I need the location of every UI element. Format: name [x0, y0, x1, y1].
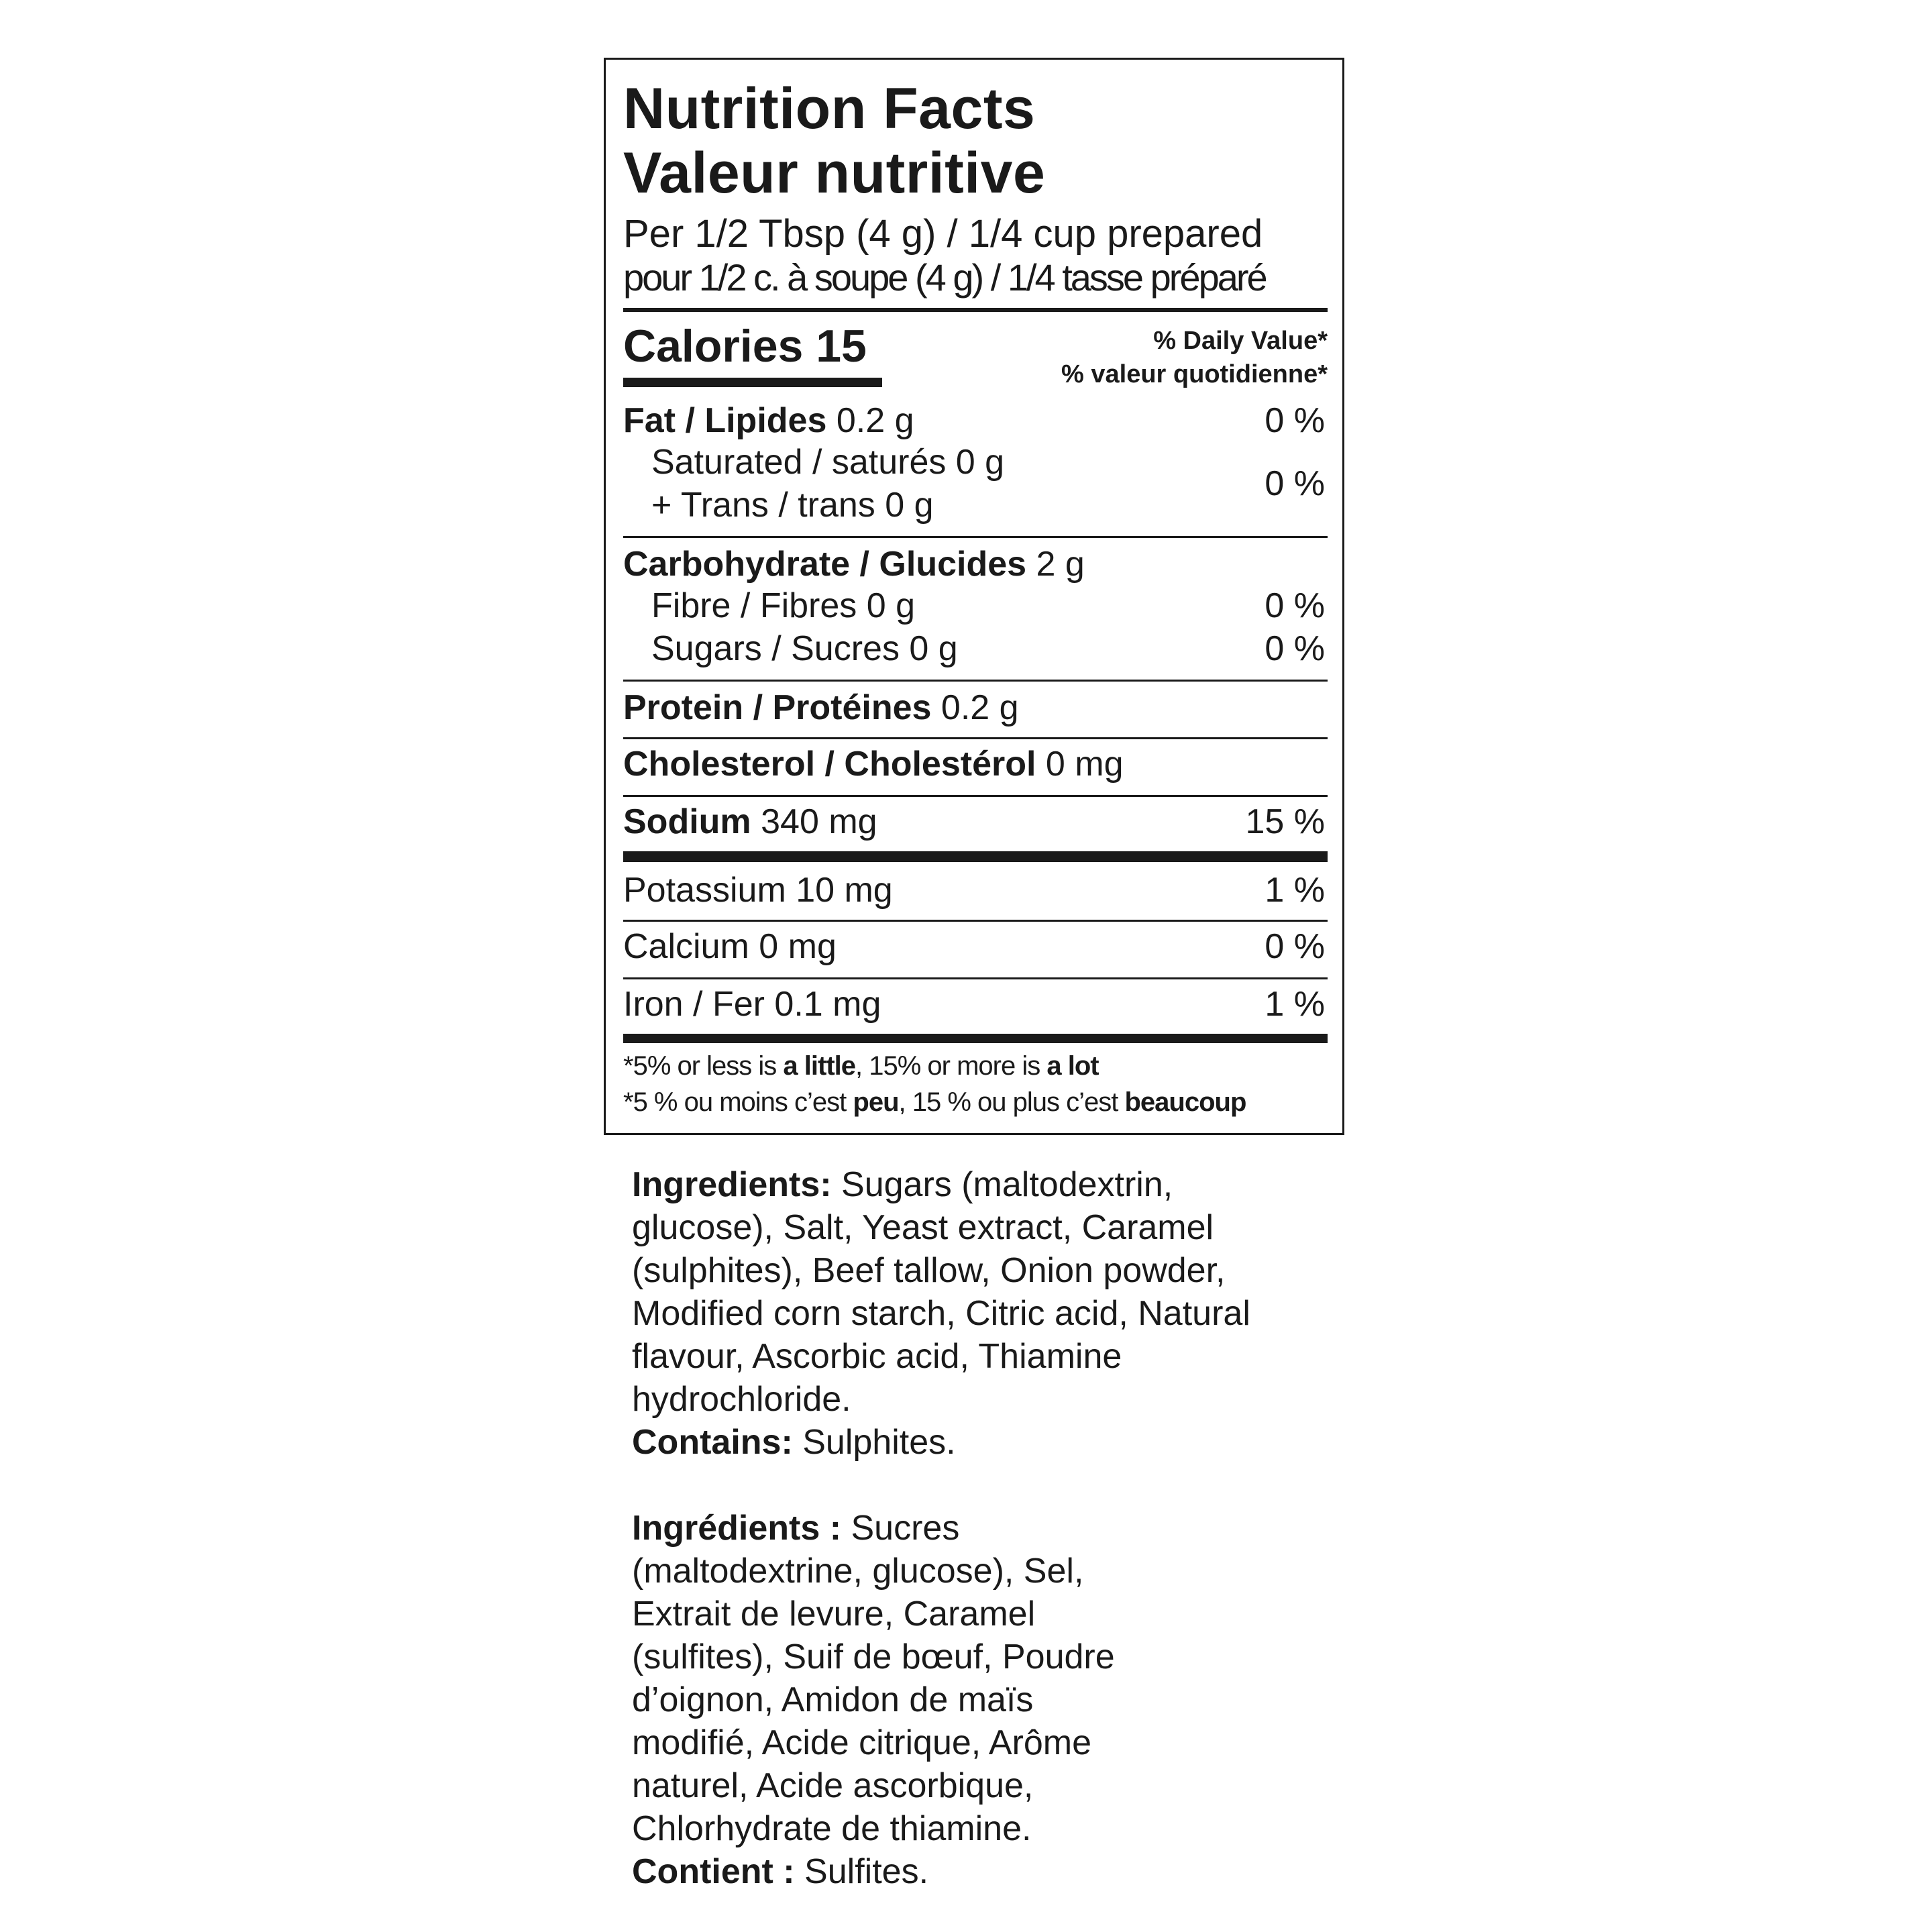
ingredients-en-line: Modified corn starch, Citric acid, Natural: [632, 1294, 1250, 1333]
calcium-dv: 0 %: [1265, 927, 1325, 966]
footnote-fr: [623, 1087, 1246, 1118]
daily-value-header-en: % Daily Value*: [1153, 327, 1328, 355]
fat-row: [623, 400, 914, 441]
ingredients-fr-line: [632, 1507, 1323, 1550]
daily-value-header-fr: % valeur quotidienne*: [1061, 360, 1328, 388]
ingredients-fr-line: modifié, Acide citrique, Arôme: [632, 1723, 1091, 1762]
ingredients-en-text: Sugars (maltodextrin,: [831, 1165, 1173, 1204]
divider: [623, 795, 1328, 797]
nutrition-facts-panel: [604, 58, 1344, 1135]
carbohydrate-label: Carbohydrate / Glucides: [623, 545, 1027, 584]
carbohydrate-row: [623, 544, 1085, 584]
divider: [623, 977, 1328, 979]
iron-row: Iron / Fer 0.1 mg: [623, 985, 881, 1024]
fat-label: Fat / Lipides: [623, 401, 827, 440]
serving-size-fr: pour 1/2 c. à soupe (4 g) / 1/4 tasse préparé: [623, 256, 1266, 299]
serving-size-en: Per 1/2 Tbsp (4 g) / 1/4 cup prepared: [623, 212, 1263, 256]
protein-label: Protein / Protéines: [623, 688, 932, 727]
ingredients-fr-line: (maltodextrine, glucose), Sel,: [632, 1552, 1084, 1591]
footnote-en-bold: a little: [783, 1051, 856, 1081]
carbohydrate-amount: 2 g: [1036, 545, 1085, 584]
protein-row: [623, 688, 1019, 728]
fibre-row: Fibre / Fibres 0 g: [651, 586, 916, 625]
footnote-fr-bold: beaucoup: [1124, 1087, 1246, 1117]
ingredients-en-line: [632, 1163, 1323, 1206]
calcium-row: Calcium 0 mg: [623, 927, 837, 966]
trans-row: + Trans / trans 0 g: [651, 486, 934, 525]
sodium-row: [623, 802, 877, 842]
ingredients-en-line: (sulphites), Beef tallow, Onion powder,: [632, 1251, 1226, 1290]
iron-dv: 1 %: [1265, 985, 1325, 1024]
ingredients-en-line: glucose), Salt, Yeast extract, Caramel: [632, 1208, 1214, 1247]
ingredients-fr-heading: Ingrédients :: [632, 1509, 842, 1548]
footnote-en: [623, 1051, 1099, 1081]
ingredients-fr-text: Sucres: [841, 1509, 960, 1548]
ingredients-en: [632, 1163, 1323, 1464]
footnote-en-text: *5% or less is: [623, 1051, 784, 1081]
contains-en: [632, 1421, 1323, 1464]
fat-dv: 0 %: [1265, 401, 1325, 440]
protein-amount: 0.2 g: [941, 688, 1019, 727]
contains-fr: [632, 1850, 1323, 1893]
footnote-fr-text: *5 % ou moins c’est: [623, 1087, 853, 1117]
title-en: Nutrition Facts: [623, 76, 1036, 141]
cholesterol-row: [623, 744, 1124, 784]
divider: [623, 536, 1328, 538]
fibre-dv: 0 %: [1265, 586, 1325, 625]
sugars-dv: 0 %: [1265, 629, 1325, 668]
contains-fr-label: Contient :: [632, 1852, 795, 1891]
contains-en-value: Sulphites.: [792, 1423, 956, 1462]
cholesterol-label: Cholesterol / Cholestérol: [623, 745, 1036, 784]
saturated-row: Saturated / saturés 0 g: [651, 443, 1005, 482]
sodium-label: Sodium: [623, 802, 751, 841]
ingredients-fr-line: d’oignon, Amidon de maïs: [632, 1680, 1034, 1719]
potassium-row: Potassium 10 mg: [623, 871, 893, 910]
contains-en-label: Contains:: [632, 1423, 793, 1462]
potassium-dv: 1 %: [1265, 871, 1325, 910]
divider-thick: [623, 1034, 1328, 1043]
footnote-en-text: , 15% or more is: [855, 1051, 1047, 1081]
ingredients-fr-line: Extrait de levure, Caramel: [632, 1595, 1036, 1633]
calories-underline: [623, 378, 882, 387]
ingredients-en-heading: Ingredients:: [632, 1165, 832, 1204]
ingredients-fr-line: naturel, Acide ascorbique,: [632, 1766, 1034, 1805]
ingredients-fr: [632, 1507, 1323, 1893]
ingredients-en-line: flavour, Ascorbic acid, Thiamine: [632, 1337, 1122, 1376]
footnote-fr-text: , 15 % ou plus c’est: [898, 1087, 1125, 1117]
sodium-amount: 340 mg: [761, 802, 877, 841]
calories: Calories 15: [623, 321, 867, 372]
ingredients-fr-line: Chlorhydrate de thiamine.: [632, 1809, 1032, 1848]
divider: [623, 680, 1328, 682]
footnote-en-bold: a lot: [1046, 1051, 1099, 1081]
cholesterol-amount: 0 mg: [1045, 745, 1124, 784]
footnote-fr-bold: peu: [853, 1087, 899, 1117]
sugars-row: Sugars / Sucres 0 g: [651, 629, 958, 668]
sodium-dv: 15 %: [1245, 802, 1325, 841]
title-fr: Valeur nutritive: [623, 141, 1046, 205]
ingredients-fr-line: (sulfites), Suif de bœuf, Poudre: [632, 1638, 1115, 1676]
divider: [623, 737, 1328, 739]
divider: [623, 920, 1328, 922]
fat-amount: 0.2 g: [836, 401, 914, 440]
contains-fr-value: Sulfites.: [794, 1852, 929, 1891]
divider-thick: [623, 308, 1328, 312]
divider-thick: [623, 851, 1328, 862]
ingredients-en-line: hydrochloride.: [632, 1380, 851, 1419]
saturated-trans-dv: 0 %: [1265, 464, 1325, 503]
